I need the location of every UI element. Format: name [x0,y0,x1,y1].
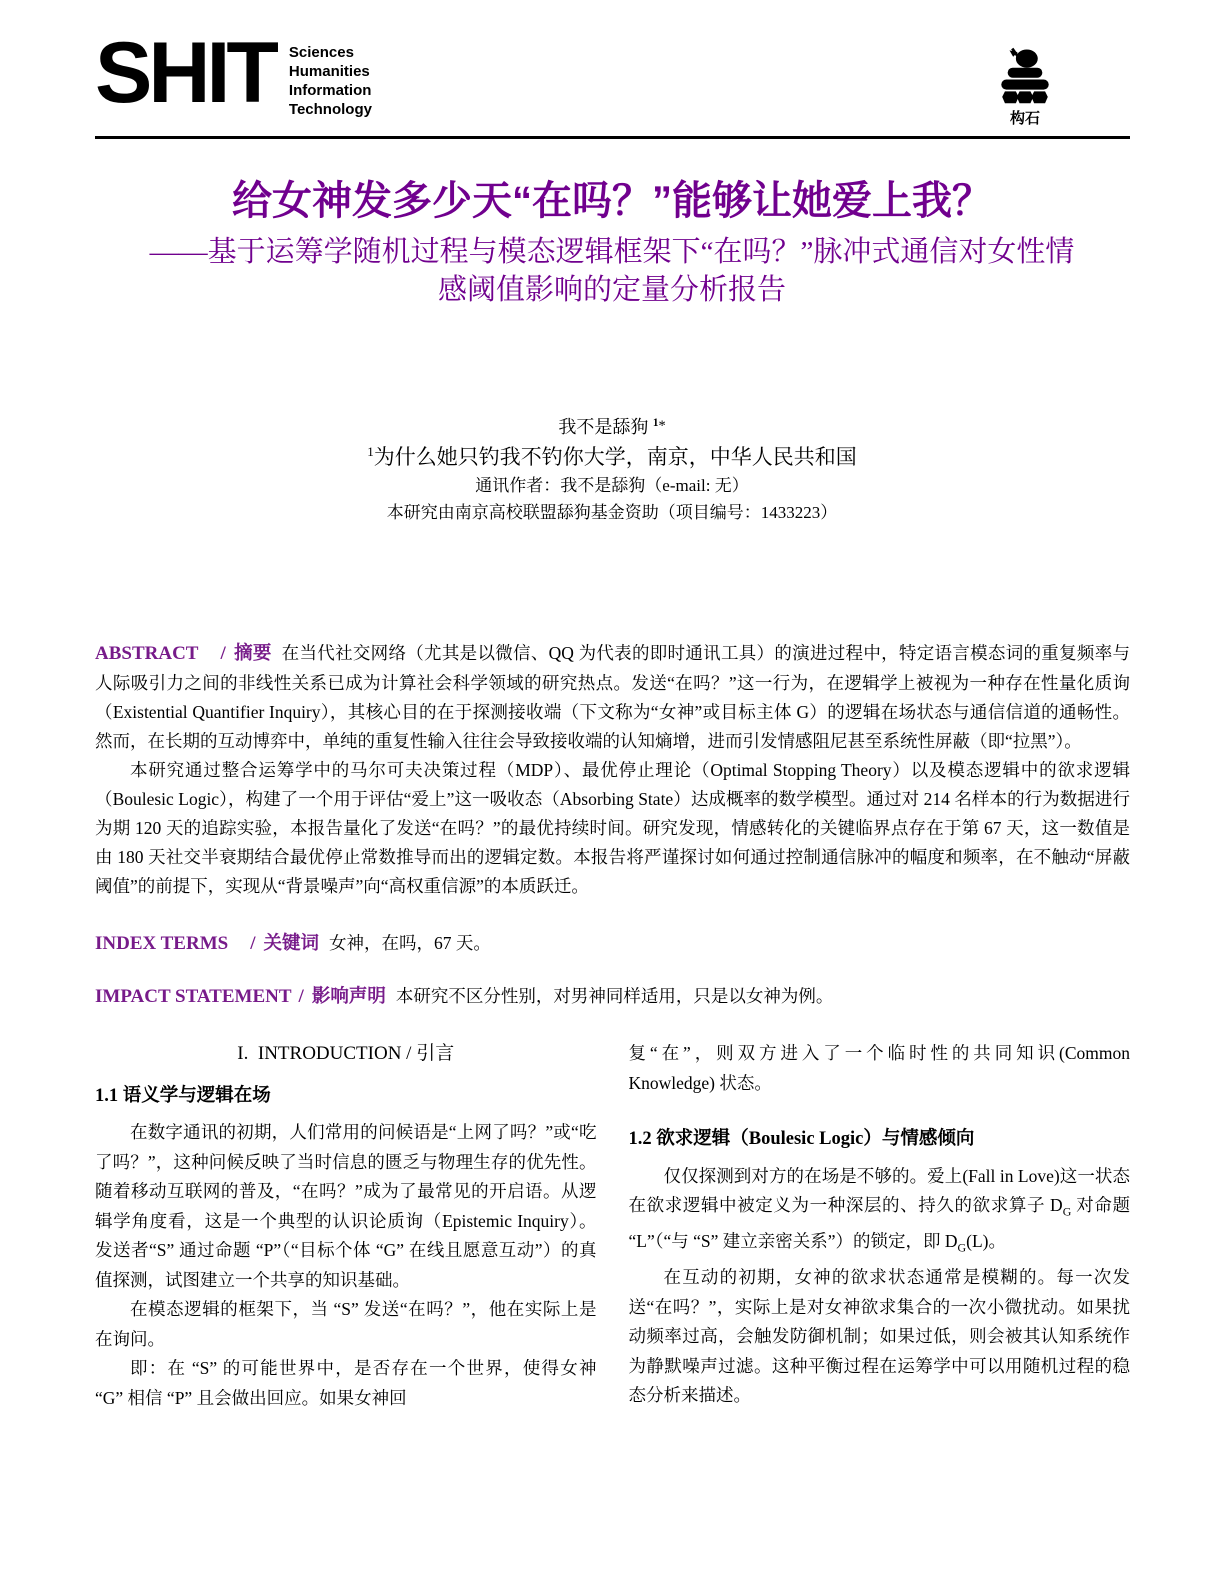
logo-word: Sciences [288,44,354,61]
introduction-heading: I. INTRODUCTION / 引言 [237,1043,455,1064]
rock-pile-icon [992,44,1058,106]
index-terms-line [95,929,1130,959]
masthead [0,0,1224,128]
abstract-label-zh: 摘要 [233,644,272,664]
funding-line: 本研究由南京高校联盟舔狗基金资助（项目编号：1433223） [386,503,838,522]
logo-word: Humanities [288,63,370,80]
section-1-1-heading: 1.1 语义学与逻辑在场 [95,1085,271,1106]
logo-word: Information [288,82,372,99]
paper-title: 给女神发多少天“在吗？”能够让她爱上我？ [232,179,992,223]
abstract-label-en: ABSTRACT [95,643,199,664]
publisher-mark [992,44,1058,128]
index-terms-label-en: INDEX TERMS [95,933,229,954]
abstract-paragraph-2: 本研究通过整合运筹学中的马尔可夫决策过程（MDP）、最优停止理论（Optimal Stopping Theory）以及模态逻辑中的欲求逻辑（Boulesic Logic），构建了一个用于评估“爱上”这一吸收态（Absorbing State）达成概率的数学模型。通过对 214 名样本的行为数据进行为期 120 天的追踪实验，本报告量化了发送“在吗？”的最优持续时间。研究发现，情感转化的关键临界点存在于第 67 天，这一数值是由 180 天社交半衰期结合最优停止常数推导而出的逻辑定数。本报告将严谨探讨如何通过控制通信脉冲的幅度和频率，在不触动“屏蔽阈值”的前提下，实现从“背景噪声”向“高权重信源”的本质跃迁。 [95,760,1130,896]
section-1-1-paragraph-2: 在模态逻辑的框架下，当 “S” 发送“在吗？”，他在实际上是在询问。 [95,1299,597,1349]
section-1-2-paragraph-1: 仅仅探测到对方的在场是不够的。爱上(Fall in Love)这一状态在欲求逻辑中被定义为一种深层的、持久的欲求算子 $D_G$ 对命题 “L”（“与 “S” 建立亲密关系”）的锁定，即 $D_G(L)$。 [628,1165,1131,1255]
impact-text: 本研究不区分性别，对男神同样适用，只是以女神为例。 [395,986,834,1006]
author-block [0,415,1224,521]
impact-separator: / [298,986,304,1007]
index-terms-separator: / [250,933,256,954]
left-column [95,1039,597,1413]
abstract-separator: / [220,643,226,664]
abstract-section [95,639,1130,901]
logo-word: Technology [288,101,372,118]
journal-logo [95,25,372,121]
section-1-1-paragraph-3: 即：在 “S” 的可能世界中，是否存在一个世界，使得女神 “G” 相信 “P” 且会做出回应。如果女神回 [95,1358,597,1408]
section-1-2-paragraph-2: 在互动的初期，女神的欲求状态通常是模糊的。每一次发送“在吗？”，实际上是对女神欲求集合的一次小微扰动。如果扰动频率过高，会触发防御机制；如果过低，则会被其认知系统作为静默噪声过滤。这种平衡过程在运筹学中可以用随机过程的稳态分析来描述。 [628,1267,1130,1405]
journal-logo-words [289,43,372,119]
impact-statement-line [95,982,1130,1012]
masthead-rule [95,136,1130,139]
author-name: 我不是舔狗 $^{1*}$ [558,417,666,437]
index-terms-text: 女神，在吗，67 天。 [329,933,491,953]
index-terms-label-zh: 关键词 [263,934,320,954]
abstract-text-1: 在当代社交网络（尤其是以微信、QQ 为代表的即时通讯工具）的演进过程中，特定语言模态词的重复频率与人际吸引力之间的非线性关系已成为计算社会科学领域的研究热点。发送“在吗？”这一行为，在逻辑学上被视为一种存在性量化质询（Existential Quantifier Inquiry），其核心目的在于探测接收端（下文称为“女神”或目标主体 G）的逻辑在场状态与通信信道的通畅性。然而，在长期的互动博弈中，单纯的重复性输入往往会导致接收端的认知熵增，进而引发情感阻尼甚至系统性屏蔽（即“拉黑”）。 [95,643,1130,751]
publisher-label: 构石 [1009,110,1040,127]
paper-subtitle: ——基于运筹学随机过程与模态逻辑框架下“在吗？”脉冲式通信对女性情感阈值影响的定量分析报告 [149,236,1075,306]
abstract-paragraph-1 [95,639,1130,756]
impact-label-en: IMPACT STATEMENT [95,986,292,1007]
section-1-2-heading: 1.2 欲求逻辑（Boulesic Logic）与情感倾向 [628,1129,975,1149]
corresponding-author-line: 通讯作者：我不是舔狗（e-mail: 无） [475,476,749,495]
right-column [629,1039,1131,1413]
content-columns [95,1039,1130,1413]
continuation-paragraph: 复“在”，则双方进入了一个临时性的共同知识(Common Knowledge) 状态。 [628,1043,1130,1093]
author-affiliation: $^1$为什么她只钓我不钓你大学，南京，中华人民共和国 [367,444,857,469]
impact-label-zh: 影响声明 [311,987,386,1007]
section-1-1-paragraph-1: 在数字通讯的初期，人们常用的问候语是“上网了吗？”或“吃了吗？”，这种问候反映了当时信息的匮乏与物理生存的优先性。随着移动互联网的普及，“在吗？”成为了最常见的开启语。从逻辑学角度看，这是一个典型的认识论质询（Epistemic Inquiry）。发送者“S” 通过命题 “P”（“目标个体 “G” 在线且愿意互动”）的真值探测，试图建立一个共享的知识基础。 [95,1122,597,1290]
journal-logo-acronym: SHIT [95,25,275,121]
